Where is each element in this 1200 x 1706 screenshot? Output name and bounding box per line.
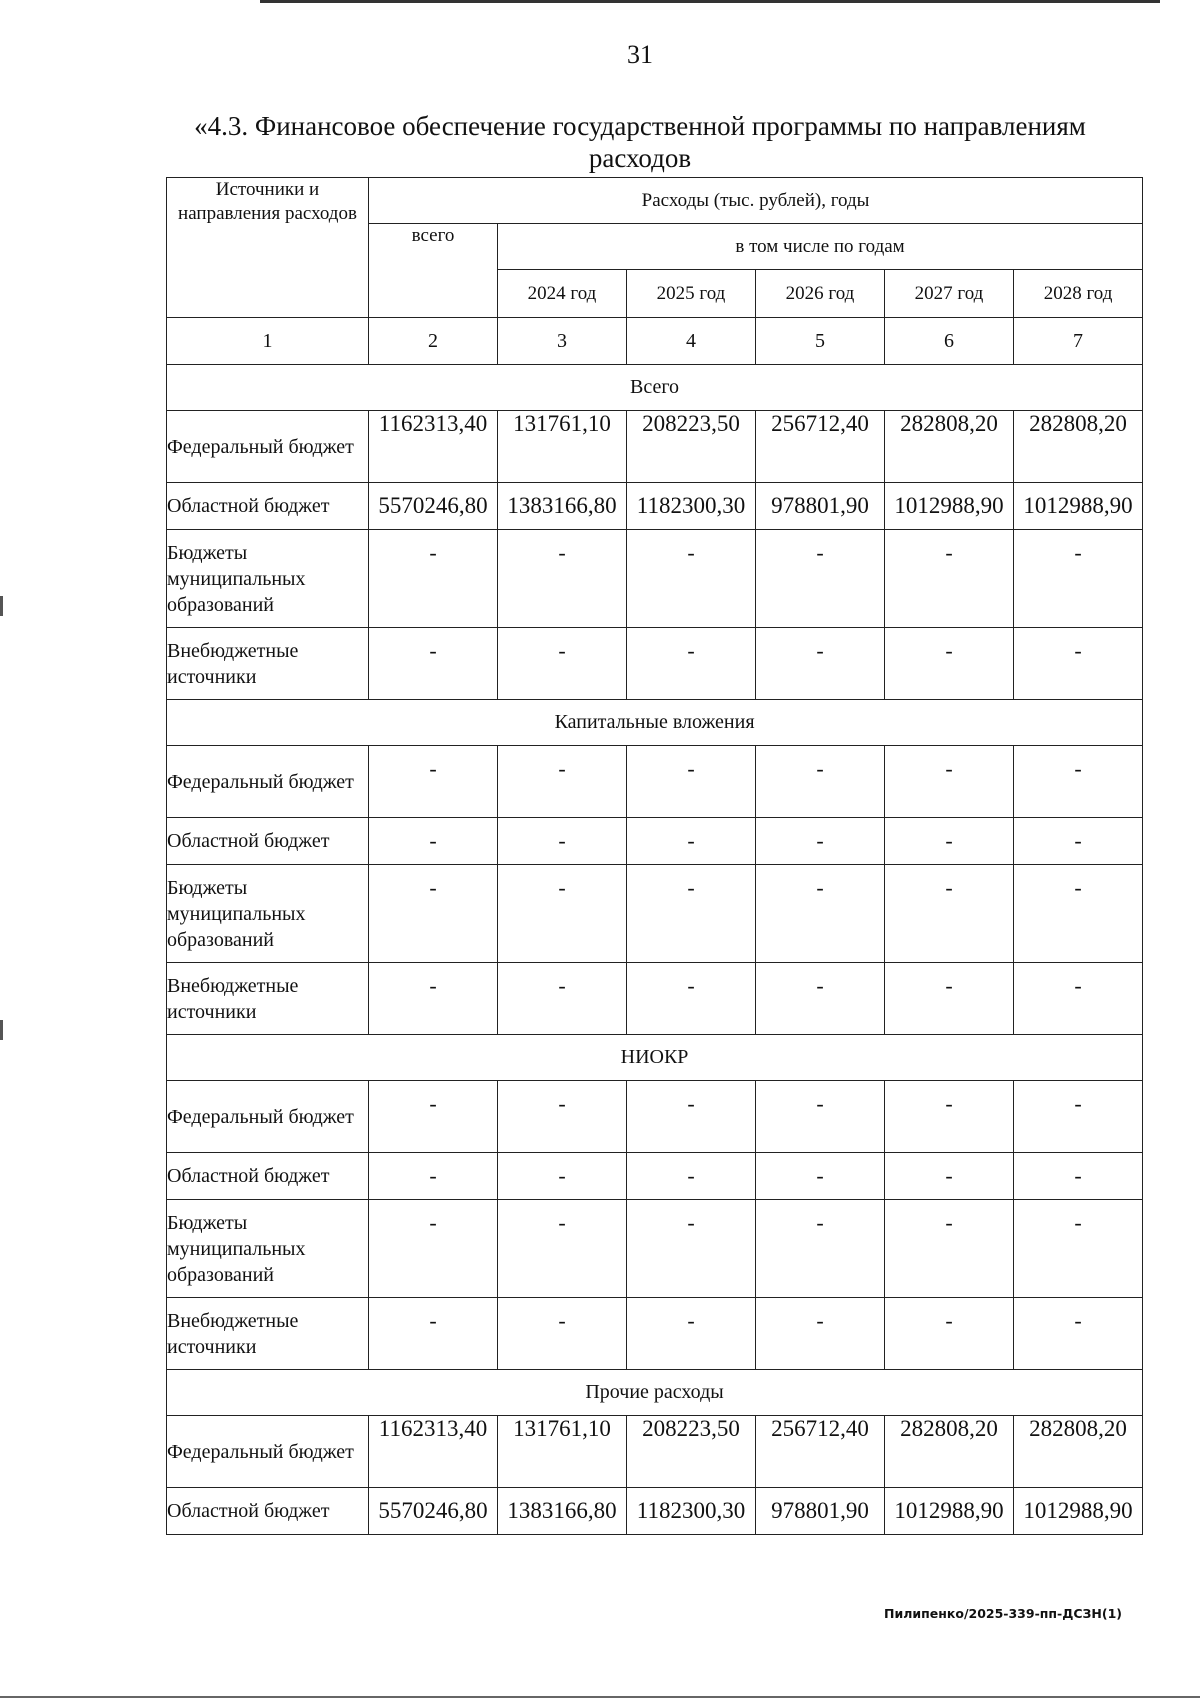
table-row <box>167 1200 1143 1298</box>
header-sources: Источники и направления расходов <box>167 178 369 318</box>
top-scan-line <box>260 0 1160 3</box>
header-year: 2027 год <box>885 270 1014 318</box>
row-source: Бюджеты муниципальных образований <box>167 1200 369 1298</box>
header-year: 2026 год <box>756 270 885 318</box>
row-source: Областной бюджет <box>167 1488 369 1535</box>
value-cell: - <box>1014 530 1143 628</box>
column-number: 3 <box>498 318 627 365</box>
value-cell: 282808,20 <box>885 1416 1014 1488</box>
value-cell: - <box>627 628 756 700</box>
section-title: Капитальные вложения <box>167 700 1143 746</box>
value-cell: - <box>369 530 498 628</box>
table-row <box>167 1153 1143 1200</box>
value-cell: - <box>885 1200 1014 1298</box>
value-cell: - <box>369 1153 498 1200</box>
section-row <box>167 1370 1143 1416</box>
value-cell: - <box>1014 1153 1143 1200</box>
value-cell: 5570246,80 <box>369 483 498 530</box>
value-cell: 256712,40 <box>756 1416 885 1488</box>
value-cell: - <box>498 865 627 963</box>
value-cell: 282808,20 <box>1014 1416 1143 1488</box>
value-cell: - <box>756 1081 885 1153</box>
value-cell: 5570246,80 <box>369 1488 498 1535</box>
header-expenses: Расходы (тыс. рублей), годы <box>369 178 1143 224</box>
value-cell: 131761,10 <box>498 1416 627 1488</box>
header-by-years: в том числе по годам <box>498 224 1143 270</box>
value-cell: - <box>627 865 756 963</box>
value-cell: - <box>369 628 498 700</box>
value-cell: - <box>498 628 627 700</box>
value-cell: - <box>498 963 627 1035</box>
value-cell: - <box>885 530 1014 628</box>
value-cell: - <box>756 865 885 963</box>
value-cell: 1383166,80 <box>498 483 627 530</box>
row-source: Федеральный бюджет <box>167 411 369 483</box>
value-cell: - <box>627 746 756 818</box>
value-cell: - <box>885 746 1014 818</box>
value-cell: 1182300,30 <box>627 483 756 530</box>
table-row <box>167 483 1143 530</box>
bottom-scan-line <box>0 1696 1200 1698</box>
header-year: 2028 год <box>1014 270 1143 318</box>
value-cell: - <box>498 1298 627 1370</box>
value-cell: - <box>1014 1298 1143 1370</box>
value-cell: - <box>1014 865 1143 963</box>
value-cell: - <box>369 865 498 963</box>
value-cell: - <box>369 746 498 818</box>
value-cell: - <box>1014 1200 1143 1298</box>
value-cell: - <box>756 1200 885 1298</box>
value-cell: - <box>756 963 885 1035</box>
value-cell: - <box>756 1298 885 1370</box>
column-number: 6 <box>885 318 1014 365</box>
value-cell: - <box>885 1298 1014 1370</box>
value-cell: - <box>1014 1081 1143 1153</box>
table-row <box>167 963 1143 1035</box>
value-cell: - <box>498 746 627 818</box>
table-row <box>167 1298 1143 1370</box>
row-source: Внебюджетные источники <box>167 1298 369 1370</box>
value-cell: - <box>1014 746 1143 818</box>
row-source: Областной бюджет <box>167 483 369 530</box>
value-cell: 1012988,90 <box>885 1488 1014 1535</box>
value-cell: 978801,90 <box>756 483 885 530</box>
value-cell: - <box>498 530 627 628</box>
value-cell: - <box>885 628 1014 700</box>
value-cell: - <box>756 628 885 700</box>
value-cell: - <box>498 1153 627 1200</box>
value-cell: 208223,50 <box>627 1416 756 1488</box>
table-row <box>167 1488 1143 1535</box>
row-source: Федеральный бюджет <box>167 1081 369 1153</box>
value-cell: 1383166,80 <box>498 1488 627 1535</box>
value-cell: - <box>627 1153 756 1200</box>
value-cell: - <box>756 1153 885 1200</box>
value-cell: 256712,40 <box>756 411 885 483</box>
table-row <box>167 1081 1143 1153</box>
section-title: Прочие расходы <box>167 1370 1143 1416</box>
value-cell: - <box>369 1081 498 1153</box>
section-title: НИОКР <box>167 1035 1143 1081</box>
value-cell: - <box>627 530 756 628</box>
section-title: Всего <box>167 365 1143 411</box>
value-cell: 1012988,90 <box>1014 1488 1143 1535</box>
document-code: Пилипенко/2025-339-пп-ДСЗН(1) <box>883 1606 1122 1621</box>
page-title: «4.3. Финансовое обеспечение государственной программы по направлениям расходов <box>194 111 1086 173</box>
value-cell: 282808,20 <box>1014 411 1143 483</box>
value-cell: - <box>369 818 498 865</box>
value-cell: - <box>627 963 756 1035</box>
value-cell: - <box>885 963 1014 1035</box>
value-cell: 1182300,30 <box>627 1488 756 1535</box>
table-row <box>167 865 1143 963</box>
column-number: 7 <box>1014 318 1143 365</box>
row-source: Бюджеты муниципальных образований <box>167 530 369 628</box>
row-source: Бюджеты муниципальных образований <box>167 865 369 963</box>
value-cell: 1012988,90 <box>1014 483 1143 530</box>
row-source: Внебюджетные источники <box>167 963 369 1035</box>
value-cell: - <box>1014 818 1143 865</box>
table-row <box>167 628 1143 700</box>
table-row <box>167 530 1143 628</box>
left-margin-mark <box>0 596 3 616</box>
page-number: 31 <box>627 40 653 69</box>
value-cell: - <box>1014 628 1143 700</box>
table-row <box>167 818 1143 865</box>
column-number: 4 <box>627 318 756 365</box>
value-cell: - <box>498 1200 627 1298</box>
table-row <box>167 1416 1143 1488</box>
value-cell: 1012988,90 <box>885 483 1014 530</box>
section-row <box>167 1035 1143 1081</box>
table-body <box>167 365 1143 1535</box>
value-cell: 131761,10 <box>498 411 627 483</box>
value-cell: 282808,20 <box>885 411 1014 483</box>
value-cell: - <box>369 963 498 1035</box>
value-cell: - <box>627 1200 756 1298</box>
column-number: 5 <box>756 318 885 365</box>
value-cell: - <box>756 530 885 628</box>
table-row <box>167 746 1143 818</box>
section-row <box>167 365 1143 411</box>
value-cell: - <box>1014 963 1143 1035</box>
header-total: всего <box>369 224 498 318</box>
value-cell: - <box>756 746 885 818</box>
row-source: Федеральный бюджет <box>167 746 369 818</box>
value-cell: - <box>369 1200 498 1298</box>
column-number: 2 <box>369 318 498 365</box>
row-source: Областной бюджет <box>167 818 369 865</box>
value-cell: - <box>627 818 756 865</box>
value-cell: - <box>498 1081 627 1153</box>
value-cell: - <box>627 1298 756 1370</box>
financing-table <box>166 177 1143 1535</box>
value-cell: - <box>369 1298 498 1370</box>
value-cell: - <box>885 865 1014 963</box>
header-year: 2024 год <box>498 270 627 318</box>
row-source: Федеральный бюджет <box>167 1416 369 1488</box>
row-source: Областной бюджет <box>167 1153 369 1200</box>
value-cell: - <box>627 1081 756 1153</box>
value-cell: - <box>885 1081 1014 1153</box>
left-margin-mark <box>0 1020 3 1040</box>
value-cell: - <box>756 818 885 865</box>
value-cell: - <box>885 818 1014 865</box>
value-cell: 208223,50 <box>627 411 756 483</box>
table-row <box>167 411 1143 483</box>
value-cell: - <box>885 1153 1014 1200</box>
value-cell: 1162313,40 <box>369 1416 498 1488</box>
row-source: Внебюджетные источники <box>167 628 369 700</box>
value-cell: 978801,90 <box>756 1488 885 1535</box>
header-year: 2025 год <box>627 270 756 318</box>
value-cell: - <box>498 818 627 865</box>
column-number: 1 <box>167 318 369 365</box>
section-row <box>167 700 1143 746</box>
value-cell: 1162313,40 <box>369 411 498 483</box>
